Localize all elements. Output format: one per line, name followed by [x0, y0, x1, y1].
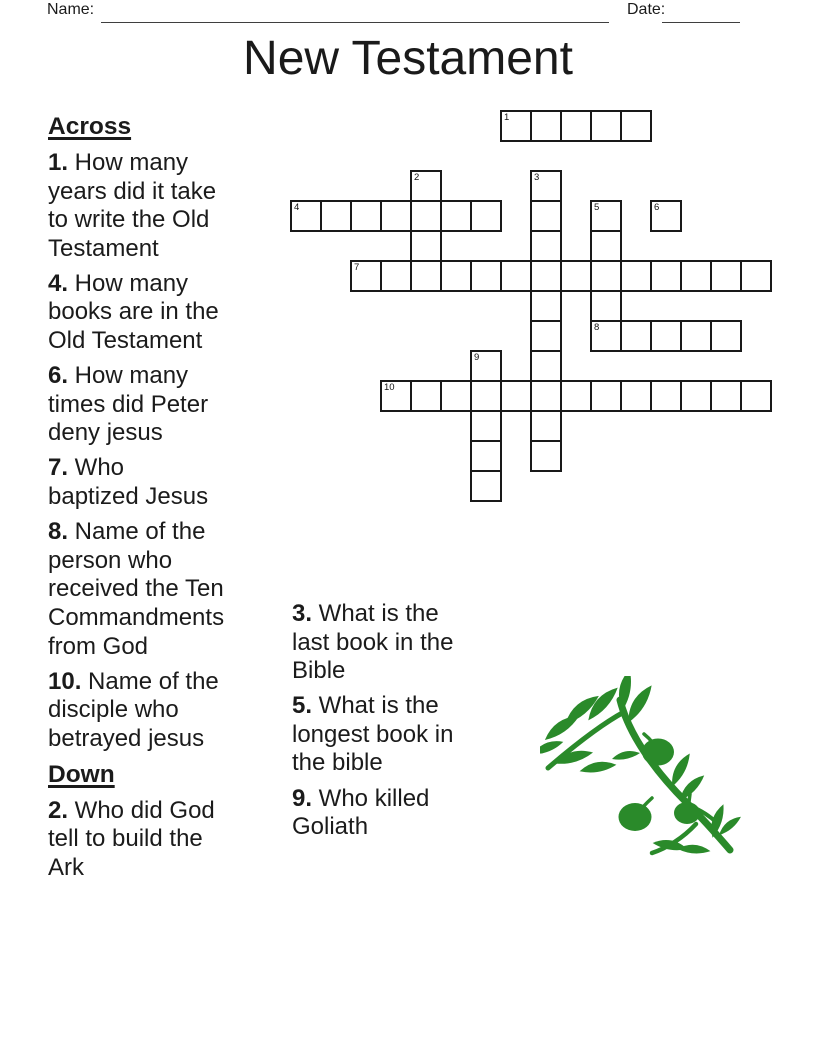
- grid-cell[interactable]: [560, 110, 592, 142]
- clue-text-line: 7. Who: [48, 454, 125, 482]
- clue-number: 8.: [48, 518, 69, 546]
- grid-cell[interactable]: [410, 260, 442, 292]
- date-input-line[interactable]: [662, 22, 740, 23]
- clue-text-line: 1. How many: [48, 149, 189, 176]
- clue-number: 7.: [48, 454, 69, 482]
- grid-cell[interactable]: [530, 440, 562, 472]
- grid-cell[interactable]: [410, 200, 442, 232]
- clue-number: 2.: [48, 796, 69, 824]
- clue-text-line: received the Ten: [48, 575, 224, 603]
- grid-cell[interactable]: [470, 350, 502, 382]
- grid-cell[interactable]: [440, 260, 472, 292]
- clue: [292, 785, 502, 842]
- cell-number: 7: [354, 262, 360, 273]
- clue-text-line: 3. What is the: [292, 600, 439, 627]
- grid-cell[interactable]: [350, 260, 382, 292]
- clue: [48, 149, 268, 263]
- grid-cell[interactable]: [590, 200, 622, 232]
- grid-cell[interactable]: [620, 110, 652, 142]
- grid-cell[interactable]: [530, 260, 562, 292]
- cell-number: 1: [504, 112, 510, 123]
- cell-number: 9: [474, 352, 480, 363]
- clue-number: 3.: [292, 600, 313, 627]
- grid-cell[interactable]: [590, 110, 622, 142]
- grid-cell[interactable]: [680, 260, 712, 292]
- clue-text-line: Bible: [292, 657, 346, 685]
- clue-text-line: disciple who: [48, 696, 179, 724]
- clue-text-line: books are in the: [48, 298, 219, 326]
- clue-column-middle: [292, 600, 502, 848]
- grid-cell[interactable]: [710, 320, 742, 352]
- grid-cell[interactable]: [530, 230, 562, 262]
- grid-cell[interactable]: [710, 380, 742, 412]
- grid-cell[interactable]: [410, 170, 442, 202]
- grid-cell[interactable]: [470, 440, 502, 472]
- grid-cell[interactable]: [500, 380, 532, 412]
- grid-cell[interactable]: [650, 200, 682, 232]
- grid-cell[interactable]: [290, 200, 322, 232]
- grid-cell[interactable]: [530, 290, 562, 322]
- grid-cell[interactable]: [710, 260, 742, 292]
- grid-cell[interactable]: [350, 200, 382, 232]
- clue-text-line: tell to build the: [48, 825, 203, 853]
- cell-number: 5: [594, 202, 600, 213]
- grid-cell[interactable]: [530, 380, 562, 412]
- grid-cell[interactable]: [410, 230, 442, 262]
- clue-text-line: last book in the: [292, 628, 454, 656]
- clue-text-line: times did Peter: [48, 390, 209, 418]
- clue-text-line: Commandments: [48, 603, 225, 631]
- grid-cell[interactable]: [590, 260, 622, 292]
- cell-number: 10: [384, 382, 395, 393]
- clue: [48, 454, 268, 511]
- clue-text-line: 9. Who killed: [292, 784, 430, 812]
- clue-text-line: Goliath: [292, 813, 369, 841]
- clue-number: 5.: [292, 692, 313, 720]
- grid-cell[interactable]: [410, 380, 442, 412]
- clue-text-line: from God: [48, 632, 149, 660]
- clue-text-line: years did it take: [48, 177, 217, 205]
- grid-cell[interactable]: [470, 200, 502, 232]
- clue-section-heading: Down: [48, 760, 115, 788]
- grid-cell[interactable]: [530, 320, 562, 352]
- grid-cell[interactable]: [740, 380, 772, 412]
- clue-text-line: 10. Name of the: [48, 667, 219, 695]
- grid-cell[interactable]: [620, 380, 652, 412]
- grid-cell[interactable]: [380, 380, 412, 412]
- grid-cell[interactable]: [470, 410, 502, 442]
- clue-text-line: deny jesus: [48, 419, 163, 447]
- grid-cell[interactable]: [500, 110, 532, 142]
- clue: [48, 270, 268, 356]
- cell-number: 6: [654, 202, 660, 213]
- clue-text-line: 8. Name of the: [48, 518, 206, 546]
- grid-cell[interactable]: [530, 170, 562, 202]
- grid-cell[interactable]: [380, 200, 412, 232]
- clue-text-line: to write the Old: [48, 206, 210, 234]
- page-title: New Testament: [243, 32, 573, 85]
- clue-number: 9.: [292, 784, 313, 812]
- grid-cell[interactable]: [590, 320, 622, 352]
- cell-number: 2: [414, 172, 420, 183]
- clue-text-line: Testament: [48, 234, 159, 262]
- grid-cell[interactable]: [530, 110, 562, 142]
- cell-number: 3: [534, 172, 540, 183]
- grid-cell[interactable]: [680, 320, 712, 352]
- clue-number: 4.: [48, 269, 69, 297]
- grid-cell[interactable]: [740, 260, 772, 292]
- clue: [292, 692, 502, 778]
- clue: [48, 518, 268, 661]
- clue: [48, 797, 268, 883]
- grid-cell[interactable]: [590, 290, 622, 322]
- grid-cell[interactable]: [320, 200, 352, 232]
- grid-cell[interactable]: [470, 470, 502, 502]
- grid-cell[interactable]: [530, 410, 562, 442]
- name-input-line[interactable]: [101, 22, 609, 23]
- clue-text-line: 5. What is the: [292, 692, 439, 720]
- grid-cell[interactable]: [560, 380, 592, 412]
- grid-cell[interactable]: [530, 200, 562, 232]
- grid-cell[interactable]: [380, 260, 412, 292]
- grid-cell[interactable]: [680, 380, 712, 412]
- olive-branch-illustration: [540, 676, 764, 864]
- grid-cell[interactable]: [470, 260, 502, 292]
- date-label: Date:: [627, 1, 666, 18]
- clue-text-line: baptized Jesus: [48, 483, 209, 511]
- clue: [48, 362, 268, 448]
- clue-text-line: Old Testament: [48, 327, 203, 355]
- cell-number: 8: [594, 322, 600, 333]
- clue: [48, 668, 268, 754]
- clue-text-line: 4. How many: [48, 269, 189, 297]
- clue-number: 6.: [48, 362, 69, 390]
- clue-text-line: 6. How many: [48, 362, 189, 390]
- grid-cell[interactable]: [500, 260, 532, 292]
- clue-column-left: [48, 112, 268, 889]
- grid-cell[interactable]: [590, 380, 622, 412]
- clue-section-heading: Across: [48, 113, 132, 140]
- grid-cell[interactable]: [620, 320, 652, 352]
- grid-cell[interactable]: [650, 380, 682, 412]
- clue-number: 10.: [48, 667, 82, 695]
- grid-cell[interactable]: [620, 260, 652, 292]
- grid-cell[interactable]: [470, 380, 502, 412]
- clue: [292, 600, 502, 686]
- grid-cell[interactable]: [650, 320, 682, 352]
- clue-number: 1.: [48, 149, 69, 176]
- clue-text-line: longest book in: [292, 720, 454, 748]
- clue-text-line: the bible: [292, 749, 383, 777]
- clue-text-line: Ark: [48, 854, 84, 882]
- grid-cell[interactable]: [560, 260, 592, 292]
- clue-text-line: person who: [48, 546, 173, 574]
- grid-cell[interactable]: [590, 230, 622, 262]
- grid-cell[interactable]: [440, 380, 472, 412]
- grid-cell[interactable]: [650, 260, 682, 292]
- name-label: Name:: [47, 1, 95, 18]
- cell-number: 4: [294, 202, 300, 213]
- branch-leaves-olives: [540, 676, 743, 855]
- clue-text-line: 2. Who did God: [48, 796, 215, 824]
- clue-text-line: betrayed jesus: [48, 724, 205, 752]
- grid-cell[interactable]: [440, 200, 472, 232]
- grid-cell[interactable]: [530, 350, 562, 382]
